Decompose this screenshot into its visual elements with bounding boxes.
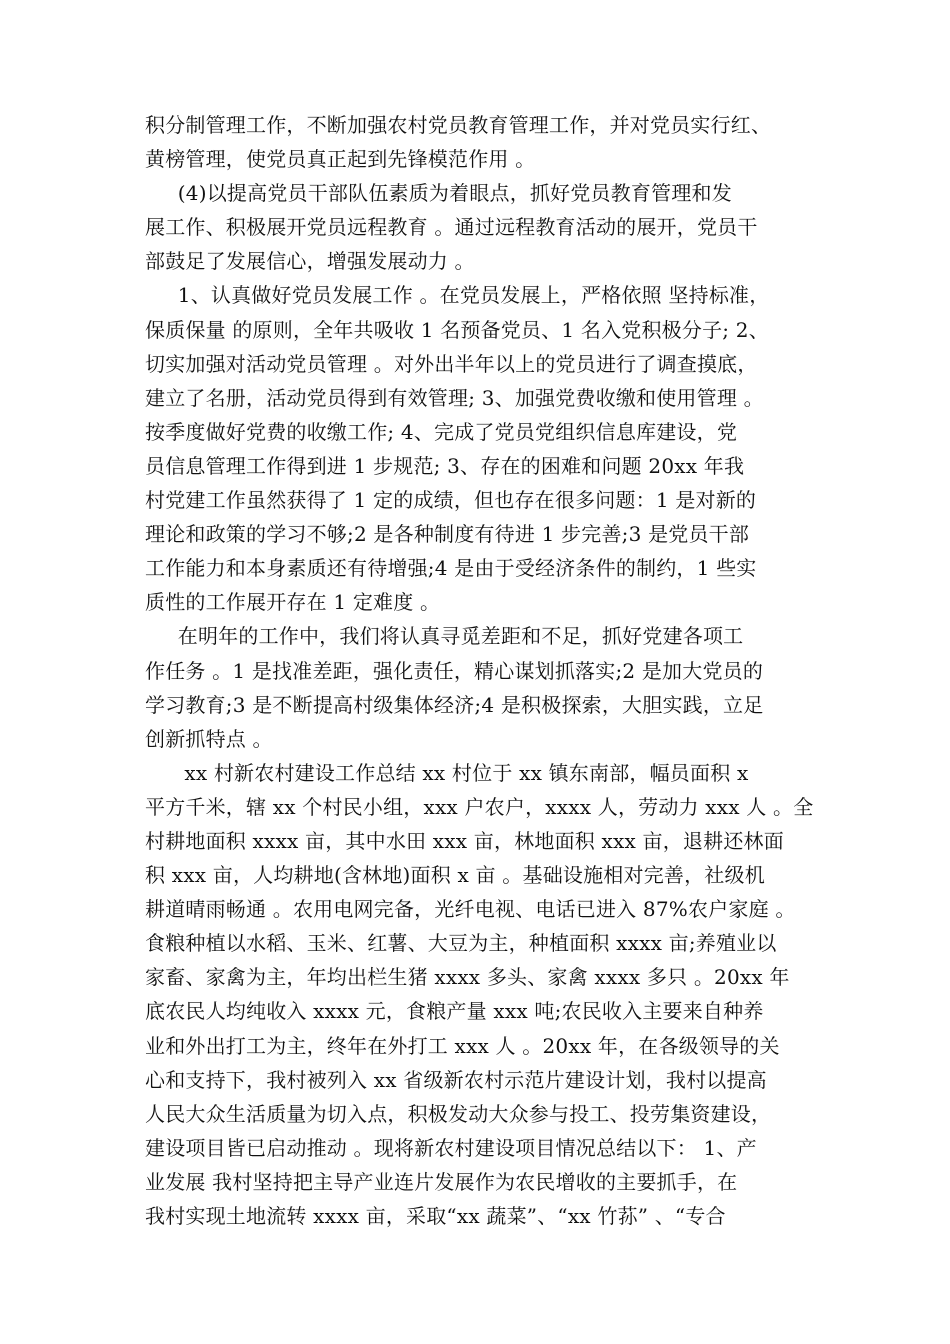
text-line: (4)以提高党员干部队伍素质为着眼点，抓好党员教育管理和发 xyxy=(145,181,732,206)
text-line: 作任务 。1 是找准差距，强化责任，精心谋划抓落实;2 是加大党员的 xyxy=(145,658,764,683)
text-line: 人民大众生活质量为切入点，积极发动大众参与投工、投劳集资建设， xyxy=(145,1101,772,1126)
text-line: 心和支持下，我村被列入 xx 省级新农村示范片建设计划，我村以提高 xyxy=(145,1067,767,1092)
text-line: 创新抓特点 。 xyxy=(145,726,273,751)
text-line: 质性的工作展开存在 1 定难度 。 xyxy=(145,590,441,615)
text-line: 理论和政策的学习不够;2 是各种制度有待进 1 步完善;3 是党员干部 xyxy=(145,522,750,547)
text-line: 业发展 我村坚持把主导产业连片发展作为农民增收的主要抓手，在 xyxy=(145,1169,738,1194)
text-line: 家畜、家禽为主，年均出栏生猪 xxxx 多头、家禽 xxxx 多只 。20xx 年 xyxy=(145,965,790,990)
text-line: 村党建工作虽然获得了 1 定的成绩，但也存在很多问题：1 是对新的 xyxy=(145,488,757,513)
text-line: 部鼓足了发展信心，增强发展动力 。 xyxy=(145,249,475,274)
text-line: 耕道晴雨畅通 。农用电网完备，光纤电视、电话已进入 87%农户家庭 。 xyxy=(145,897,796,922)
text-line: 展工作、积极展开党员远程教育 。通过远程教育活动的展开，党员干 xyxy=(145,215,758,240)
text-line: 积 xxx 亩，人均耕地(含林地)面积 x 亩 。基础设施相对完善，社级机 xyxy=(145,863,765,888)
text-line: 按季度做好党费的收缴工作; 4、完成了党员党组织信息库建设，党 xyxy=(145,419,738,444)
document-body xyxy=(145,108,813,1233)
text-line: 建立了名册，活动党员得到有效管理; 3、加强党费收缴和使用管理 。 xyxy=(145,385,764,410)
text-line: 在明年的工作中，我们将认真寻觅差距和不足，抓好党建各项工 xyxy=(145,624,744,649)
text-line: 业和外出打工为主，终年在外打工 xxx 人 。20xx 年，在各级领导的关 xyxy=(145,1033,780,1058)
text-line: 1、认真做好党员发展工作 。在党员发展上，严格依照 坚持标准， xyxy=(145,283,770,308)
text-line: 学习教育;3 是不断提高村级集体经济;4 是积极探索，大胆实践，立足 xyxy=(145,692,764,717)
text-line: xx 村新农村建设工作总结 xx 村位于 xx 镇东南部，幅员面积 x xyxy=(145,760,749,785)
text-line: 底农民人均纯收入 xxxx 元，食粮产量 xxx 吨;农民收入主要来自种养 xyxy=(145,999,764,1024)
text-line: 保质保量 的原则，全年共吸收 1 名预备党员、1 名入党积极分子; 2、 xyxy=(145,317,769,342)
text-line: 村耕地面积 xxxx 亩，其中水田 xxx 亩，林地面积 xxx 亩，退耕还林面 xyxy=(145,828,784,853)
text-line: 切实加强对活动党员管理 。对外出半年以上的党员进行了调查摸底， xyxy=(145,351,758,376)
text-line: 平方千米，辖 xx 个村民小组，xxx 户农户，xxxx 人，劳动力 xxx 人 。全 xyxy=(145,794,814,819)
text-line: 积分制管理工作，不断加强农村党员教育管理工作，并对党员实行红、 xyxy=(145,113,772,137)
text-line: 我村实现土地流转 xxxx 亩，采取“xx 蔬菜”、“xx 竹荪” 、“专合 xyxy=(145,1204,726,1228)
text-line: 食粮种植以水稻、玉米、红薯、大豆为主，种植面积 xxxx 亩;养殖业以 xyxy=(145,931,777,956)
text-line: 建设项目皆已启动推动 。现将新农村建设项目情况总结以下： 1、产 xyxy=(145,1135,757,1160)
text-line: 黄榜管理，使党员真正起到先锋模范作用 。 xyxy=(145,147,536,172)
text-line: 员信息管理工作得到进 1 步规范; 3、存在的困难和问题 20xx 年我 xyxy=(145,453,745,478)
text-line: 工作能力和本身素质还有待增强;4 是由于受经济条件的制约，1 些实 xyxy=(145,556,757,581)
